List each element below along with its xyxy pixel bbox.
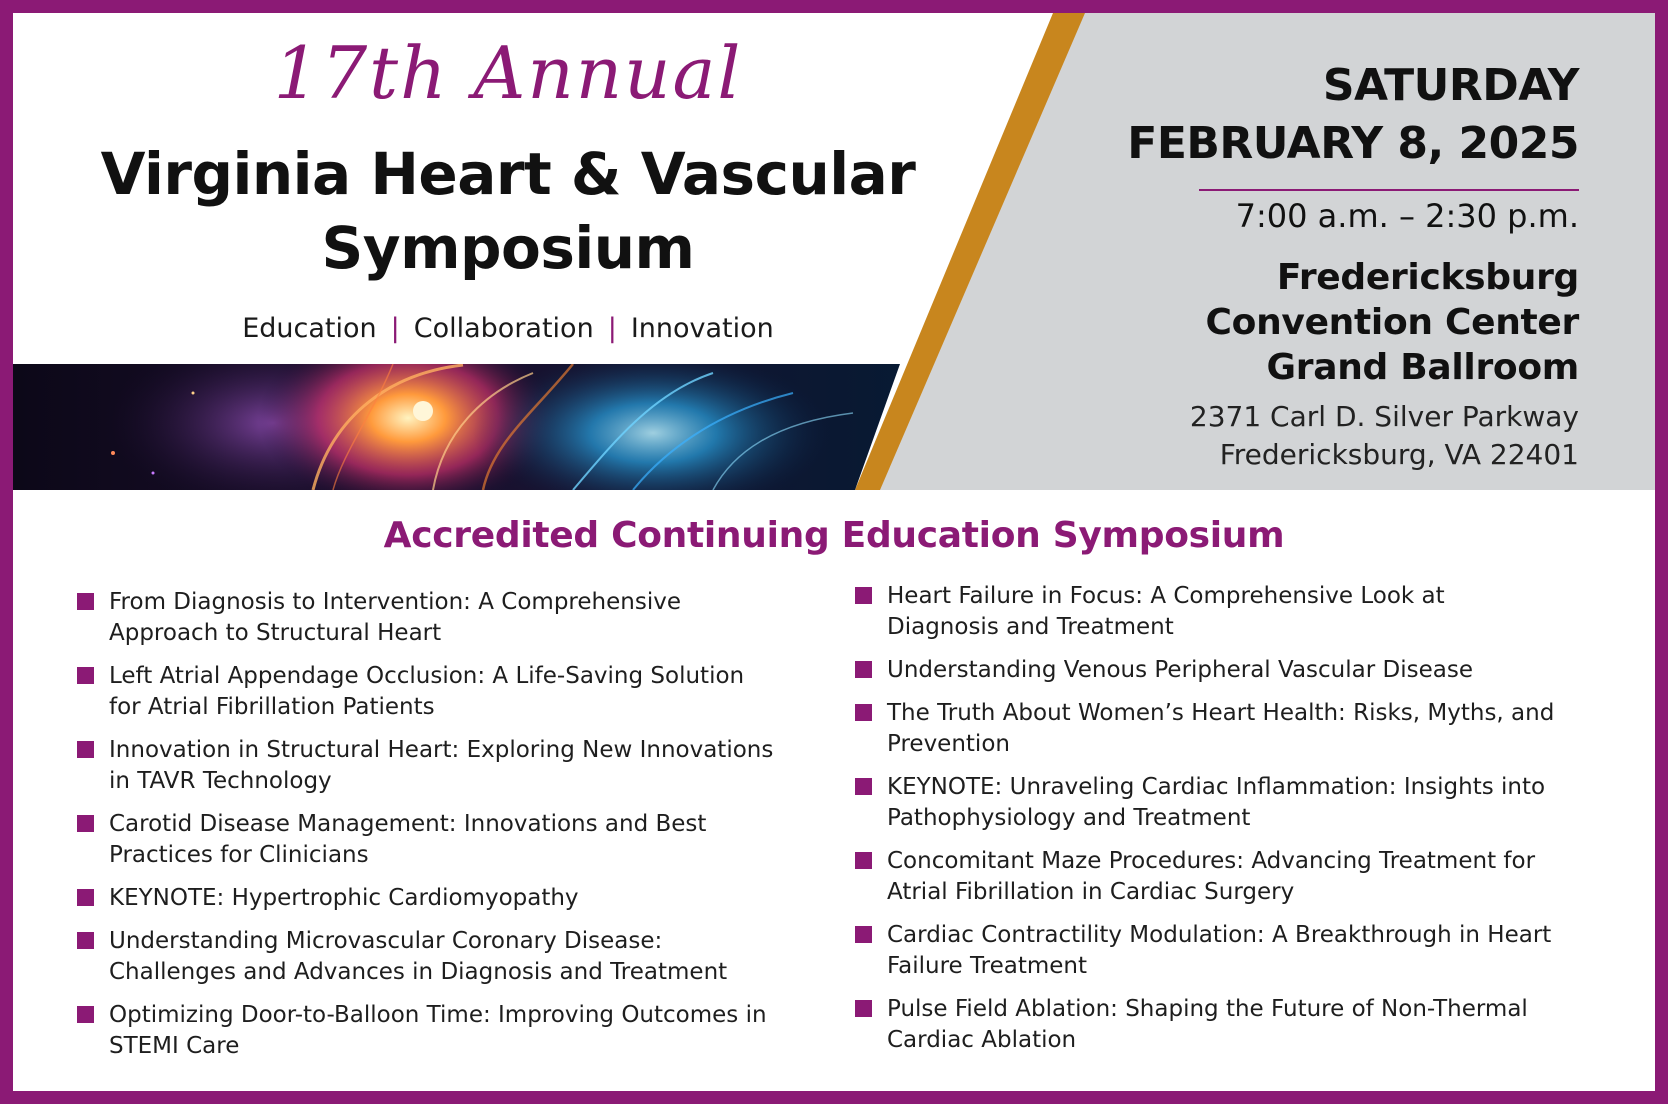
- tagline: [13, 313, 1003, 344]
- session-text: Understanding Microvascular Coronary Disease:: [109, 928, 663, 954]
- session-text: STEMI Care: [109, 1033, 240, 1059]
- session-text: Left Atrial Appendage Occlusion: A Life-Saving Solution: [109, 663, 745, 689]
- session-item: [855, 772, 1620, 834]
- session-text: Cardiac Contractility Modulation: A Breakthrough in Heart: [887, 922, 1552, 948]
- script-title: 17th Annual: [273, 31, 743, 115]
- session-text: The Truth About Women’s Heart Health: Risks, Myths, and: [887, 700, 1555, 726]
- event-day: SATURDAY: [1322, 60, 1579, 111]
- square-bullet-icon: [77, 593, 94, 610]
- session-text: From Diagnosis to Intervention: A Comprehensive: [109, 589, 681, 615]
- session-text: Understanding Venous Peripheral Vascular Disease: [887, 657, 1473, 683]
- square-bullet-icon: [77, 889, 94, 906]
- square-bullet-icon: [77, 815, 94, 832]
- session-item: [77, 661, 827, 723]
- square-bullet-icon: [855, 852, 872, 869]
- venue-line-1: Fredericksburg: [1276, 257, 1579, 298]
- title-line-2: Symposium: [321, 214, 695, 282]
- square-bullet-icon: [855, 587, 872, 604]
- session-text: for Atrial Fibrillation Patients: [109, 694, 435, 720]
- session-text: Concomitant Maze Procedures: Advancing Treatment for: [887, 848, 1536, 874]
- tagline-innovation: Innovation: [630, 313, 774, 344]
- session-text: Diagnosis and Treatment: [887, 614, 1174, 640]
- session-text: Heart Failure in Focus: A Comprehensive Look at: [887, 583, 1445, 609]
- session-text: Prevention: [887, 731, 1010, 757]
- session-text: Pulse Field Ablation: Shaping the Future of Non-Thermal: [887, 996, 1528, 1022]
- square-bullet-icon: [855, 661, 872, 678]
- session-text: Atrial Fibrillation in Cardiac Surgery: [887, 879, 1295, 905]
- heart-artwork: [13, 323, 913, 490]
- session-item: [77, 883, 827, 914]
- session-text: Practices for Clinicians: [109, 842, 369, 868]
- section-title: Accredited Continuing Education Symposium: [383, 515, 1285, 556]
- session-item: [855, 655, 1620, 686]
- header-band: [13, 13, 1655, 490]
- session-text: Cardiac Ablation: [887, 1027, 1077, 1053]
- square-bullet-icon: [855, 778, 872, 795]
- event-venue: [1206, 255, 1579, 390]
- session-list-right: [855, 581, 1620, 1068]
- session-text: in TAVR Technology: [109, 768, 332, 794]
- square-bullet-icon: [77, 932, 94, 949]
- tagline-separator: |: [607, 313, 617, 344]
- session-text: Approach to Structural Heart: [109, 620, 442, 646]
- event-date: [1127, 57, 1579, 173]
- session-item: [77, 735, 827, 797]
- session-item: [855, 698, 1620, 760]
- date-divider: [1199, 189, 1579, 191]
- square-bullet-icon: [855, 704, 872, 721]
- event-time: 7:00 a.m. – 2:30 p.m.: [1235, 197, 1579, 235]
- address-line-2: Fredericksburg, VA 22401: [1219, 438, 1579, 471]
- venue-line-3: Grand Ballroom: [1266, 347, 1579, 388]
- session-text: Pathophysiology and Treatment: [887, 805, 1251, 831]
- symposium-title: [13, 137, 1003, 285]
- square-bullet-icon: [77, 1006, 94, 1023]
- tagline-collaboration: Collaboration: [413, 313, 594, 344]
- session-item: [77, 1000, 827, 1062]
- square-bullet-icon: [855, 1000, 872, 1017]
- session-text: Carotid Disease Management: Innovations and Best: [109, 811, 707, 837]
- session-item: [77, 587, 827, 649]
- tagline-separator: |: [390, 313, 400, 344]
- session-item: [77, 926, 827, 988]
- session-item: [855, 920, 1620, 982]
- event-date-text: FEBRUARY 8, 2025: [1127, 118, 1579, 169]
- session-item: [77, 809, 827, 871]
- square-bullet-icon: [77, 741, 94, 758]
- event-address: [1190, 398, 1579, 474]
- session-text: KEYNOTE: Unraveling Cardiac Inflammation: Insights into: [887, 774, 1546, 800]
- session-text: Failure Treatment: [887, 953, 1088, 979]
- session-item: [855, 994, 1620, 1056]
- session-text: Challenges and Advances in Diagnosis and Treatment: [109, 959, 728, 985]
- session-item: [855, 581, 1620, 643]
- square-bullet-icon: [855, 926, 872, 943]
- title-line-1: Virginia Heart & Vascular: [100, 140, 916, 208]
- address-line-1: 2371 Carl D. Silver Parkway: [1189, 400, 1579, 433]
- session-text: KEYNOTE: Hypertrophic Cardiomyopathy: [109, 885, 579, 911]
- tagline-education: Education: [242, 313, 377, 344]
- session-text: Innovation in Structural Heart: Exploring New Innovations: [109, 737, 774, 763]
- venue-line-2: Convention Center: [1205, 302, 1579, 343]
- square-bullet-icon: [77, 667, 94, 684]
- session-list-left: [77, 587, 827, 1074]
- session-text: Optimizing Door-to-Balloon Time: Improving Outcomes in: [109, 1002, 767, 1028]
- session-item: [855, 846, 1620, 908]
